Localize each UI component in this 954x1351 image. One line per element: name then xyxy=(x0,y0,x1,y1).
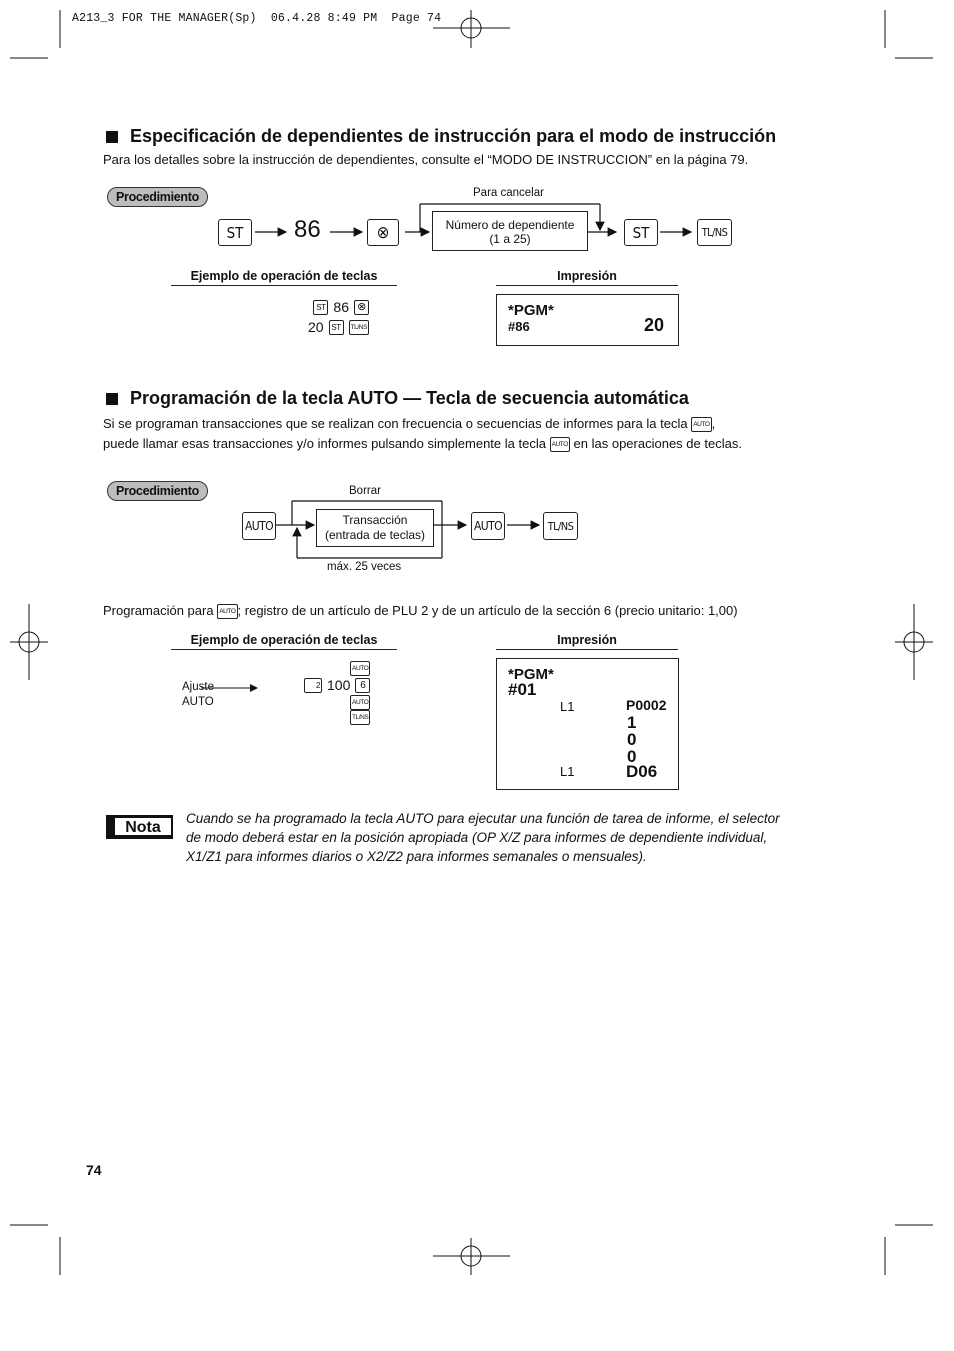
st-key: ST xyxy=(218,219,252,246)
section1-title: Especificación de dependientes de instrucción para el modo de instrucción xyxy=(130,126,777,146)
receipt-2-l1-a: L1 xyxy=(560,699,575,714)
auto-key-2: AUTO xyxy=(471,512,505,540)
receipt-1-line1: *PGM* xyxy=(508,302,554,319)
note-label-bg xyxy=(106,815,173,839)
receipt-2-plu: P0002 xyxy=(626,697,667,713)
note-label: Nota xyxy=(114,817,172,836)
auto-small-key: AUTO xyxy=(691,417,711,432)
section1-key-example xyxy=(308,298,369,337)
plu-2-small-key: 2 xyxy=(304,678,322,693)
receipt-1-clerk: #86 xyxy=(508,319,530,334)
receipt-1 xyxy=(496,294,679,346)
transaction-box-line1: Transacción xyxy=(342,513,408,527)
auto-small-key: AUTO xyxy=(350,661,370,676)
multiply-key-icon: ⊗ xyxy=(367,219,399,246)
adjust-line1: Ajuste xyxy=(182,681,214,693)
programming-line xyxy=(103,601,738,620)
print-label: Impresión xyxy=(496,269,678,286)
clerk-number: 86 xyxy=(294,216,321,243)
programming-text-end: ; registro de un artículo de PLU 2 y de un artículo de la sección 6 (precio unitario: 1,00) xyxy=(237,603,738,618)
example-label-2: Ejemplo de operación de teclas xyxy=(171,633,397,650)
transaction-box-line2: (entrada de teclas) xyxy=(324,528,426,542)
st-small-key: ST xyxy=(313,300,328,315)
note-line3: X1/Z1 para informes diarios o X2/Z2 para informes semanales o mensuales). xyxy=(186,849,647,864)
procedure-badge-2: Procedimiento xyxy=(107,481,208,501)
clerk-number-box-line2: (1 a 25) xyxy=(489,232,531,246)
tlns-small-key: TL/NS xyxy=(350,710,370,725)
auto-small-key: AUTO xyxy=(217,604,237,619)
st-small-key-2: ST xyxy=(329,320,344,335)
st-key-2: ST xyxy=(624,219,658,246)
receipt-2 xyxy=(496,658,679,790)
section2-intro-line2 xyxy=(103,434,742,453)
example-number-86: 86 xyxy=(333,299,349,315)
section2-intro-line1 xyxy=(103,414,715,433)
receipt-2-line6: 0 xyxy=(627,747,637,766)
cancel-label: Para cancelar xyxy=(473,187,544,199)
tlns-key-2: TL/NS xyxy=(543,512,578,540)
section2-intro1-text: Si se programan transacciones que se realizan con frecuencia o secuencias de informes para la tecla xyxy=(103,416,688,431)
section2-intro1-comma: , xyxy=(711,416,716,431)
receipt-2-l1-b: L1 xyxy=(560,764,575,779)
receipt-2-line5: 0 xyxy=(627,730,637,749)
bullet-square-icon xyxy=(106,393,118,405)
page-header: A213_3 FOR THE MANAGER(Sp) 06.4.28 8:49 PM Page 74 xyxy=(72,12,442,25)
auto-key: AUTO xyxy=(242,512,276,540)
receipt-2-qty: 1 xyxy=(627,713,637,732)
section1-heading xyxy=(106,126,776,147)
tlns-key: TL/NS xyxy=(697,219,732,246)
note-text xyxy=(186,809,780,866)
section2-key-example xyxy=(304,661,370,725)
bullet-square-icon xyxy=(106,131,118,143)
receipt-2-line2: #01 xyxy=(508,680,537,699)
auto-small-key: AUTO xyxy=(550,437,570,452)
clerk-number-box xyxy=(432,211,588,251)
receipt-2-dept: D06 xyxy=(626,762,658,781)
example-number-100: 100 xyxy=(327,677,351,693)
programming-text: Programación para xyxy=(103,603,214,618)
clerk-number-box-line1: Número de dependiente xyxy=(445,218,575,232)
auto-small-key: AUTO xyxy=(350,695,370,710)
dept-6-small-key: 6 xyxy=(355,678,370,693)
note-line1: Cuando se ha programado la tecla AUTO para ejecutar una función de tarea de informe, el selector xyxy=(186,811,780,826)
receipt-1-value: 20 xyxy=(643,315,664,335)
section2-heading xyxy=(106,388,689,409)
note-line2: de modo deberá estar en la posición apropiada (OP X/Z para informes de dependiente individual, xyxy=(186,830,768,845)
tlns-small-key: TL/NS xyxy=(349,320,369,335)
max-times-label: máx. 25 veces xyxy=(327,561,402,573)
page-number: 74 xyxy=(86,1162,102,1178)
section1-intro: Para los detalles sobre la instrucción de dependientes, consulte el “MODO DE INSTRUCCION” en la página 79. xyxy=(103,152,749,167)
section2-intro2-text-end: en las operaciones de teclas. xyxy=(573,436,742,451)
example-label: Ejemplo de operación de teclas xyxy=(171,269,397,286)
procedure-badge: Procedimiento xyxy=(107,187,208,207)
transaction-box xyxy=(316,509,434,547)
adjust-arrow-icon xyxy=(199,683,261,693)
example-number-20: 20 xyxy=(308,319,324,335)
adjust-line2: AUTO xyxy=(182,696,214,708)
section2-intro2-text: puede llamar esas transacciones y/o informes pulsando simplemente la tecla xyxy=(103,436,546,451)
receipt-2-line1: *PGM* xyxy=(508,666,554,683)
section2-title: Programación de la tecla AUTO — Tecla de secuencia automática xyxy=(130,388,689,408)
multiply-small-key-icon: ⊗ xyxy=(354,300,369,315)
print-label-2: Impresión xyxy=(496,633,678,650)
clear-label: Borrar xyxy=(349,485,381,497)
